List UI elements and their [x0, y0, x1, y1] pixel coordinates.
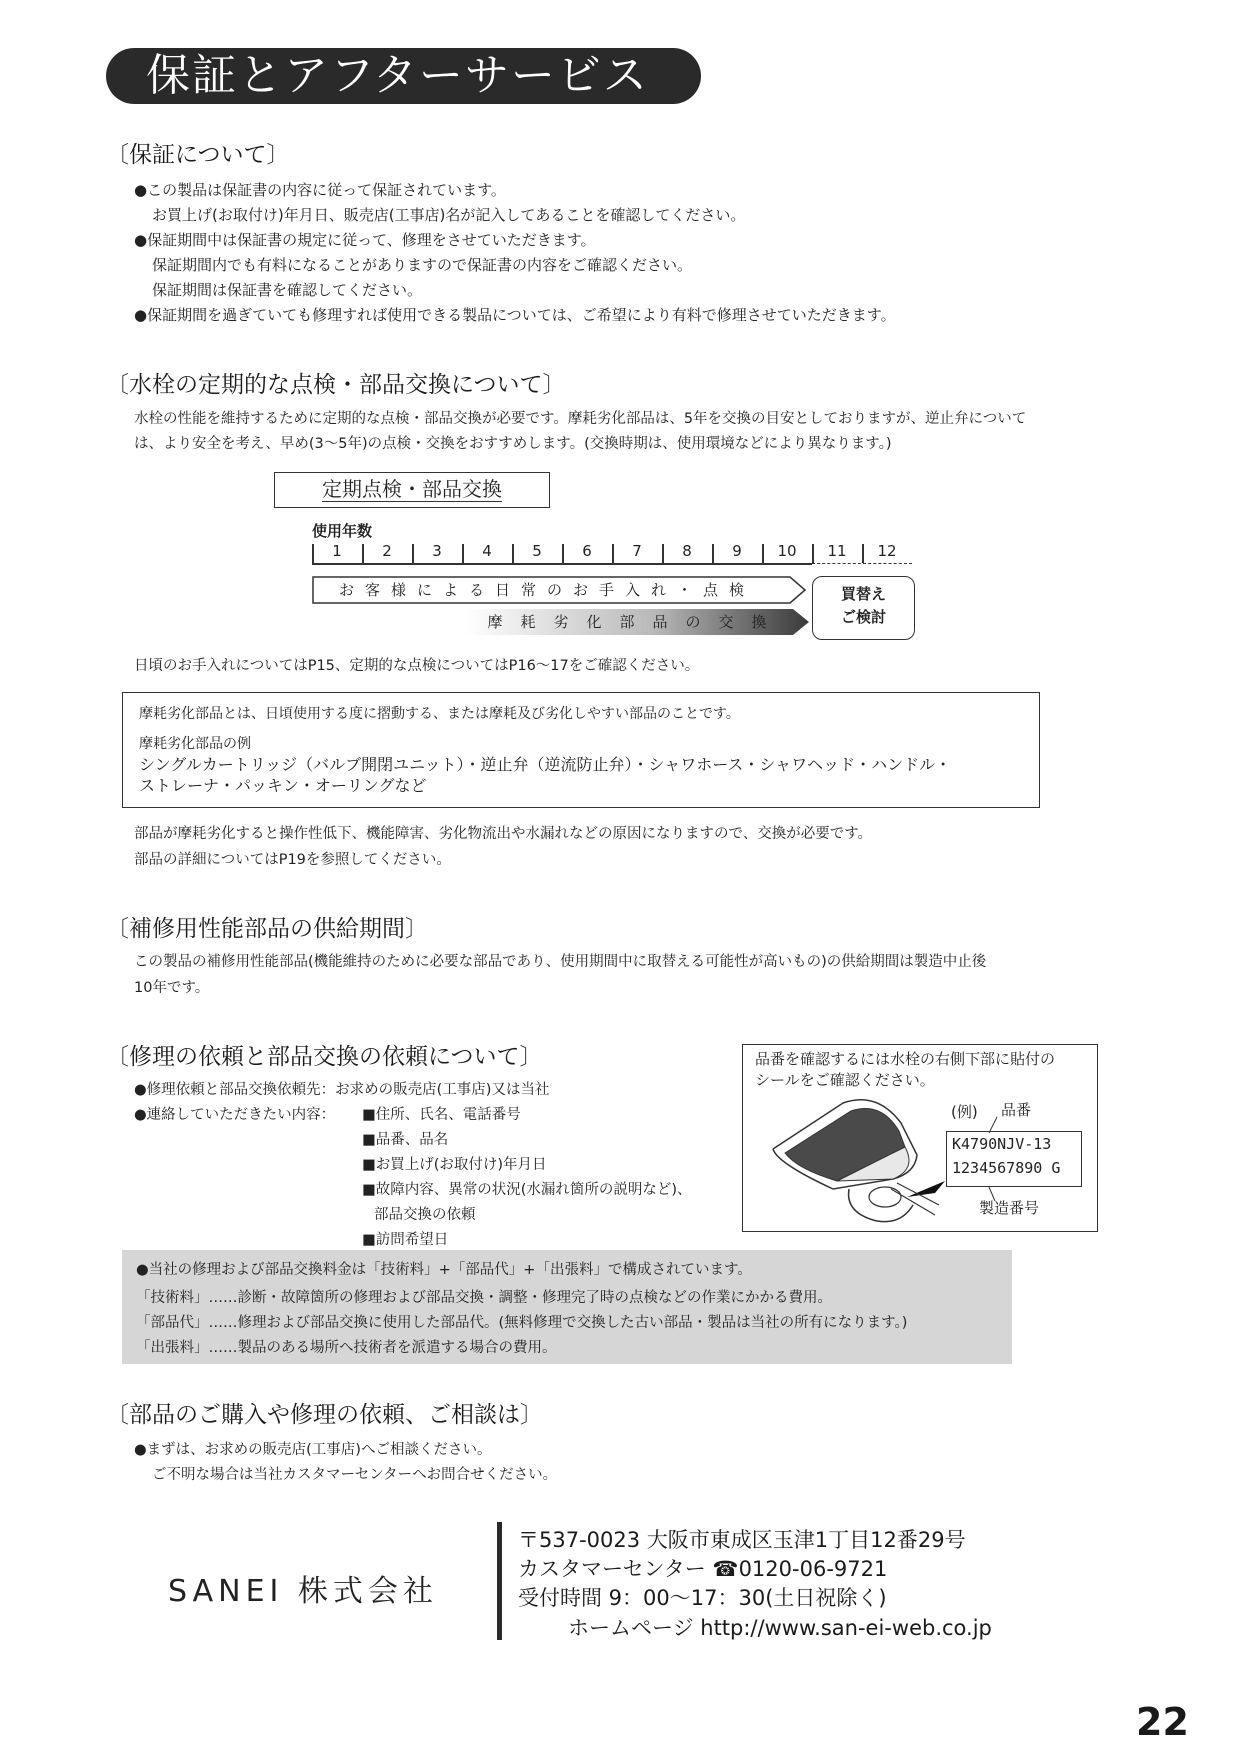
repair-item: ■訪問希望日: [362, 1232, 449, 1248]
warranty-line: ●保証期間を過ぎていても修理すれば使用できる製品については、ご希望により有料で修理させていただきます。: [134, 306, 896, 324]
label-box-line: 品番を確認するには水栓の右側下部に貼付の: [755, 1050, 1056, 1068]
wear-definition: 摩耗劣化部品とは、日頃使用する度に摺動する、または摩耗及び劣化しやすい部品のことです。: [139, 706, 740, 722]
fee-line: ●当社の修理および部品交換料金は「技術料」+「部品代」+「出張料」で構成されています。: [136, 1262, 752, 1278]
repair-item: ■お買上げ(お取付け)年月日: [362, 1157, 547, 1173]
serial-label: 製造番号: [979, 1199, 1040, 1217]
fee-box: [122, 1250, 1012, 1364]
years-scale: [312, 542, 912, 566]
repair-item: ■住所、氏名、電話番号: [362, 1107, 521, 1123]
purchase-heading: 〔部品のご購入や修理の依頼、ご相談は〕: [106, 1402, 543, 1428]
year-label: 4: [482, 542, 492, 560]
year-scale-line: [312, 563, 812, 565]
wear-definition-box: [122, 692, 1040, 808]
year-label: 10: [777, 542, 797, 560]
year-label: 11: [827, 542, 847, 560]
supply-line: この製品の補修用性能部品(機能維持のために必要な部品であり、使用期間中に取替える可能性が高いもの)の供給期間は製造中止後: [134, 954, 987, 970]
year-label: 2: [382, 542, 392, 560]
customer-center: カスタマーセンター ☎0120-06-9721: [518, 1557, 888, 1581]
repair-item: ■故障内容、異常の状況(水漏れ箇所の説明など)、: [362, 1182, 692, 1198]
label-example: (例): [951, 1103, 978, 1121]
serial-no: 1234567890 G: [952, 1159, 1061, 1177]
fee-line: 「部品代」……修理および部品交換に使用した部品代。(無料修理で交換した古い部品・製品は当社の所有になります。): [136, 1315, 908, 1331]
warranty-line: ●保証期間中は保証書の規定に従って、修理をさせていただきます。: [134, 231, 596, 249]
wear-example-line: ストレーナ・パッキン・オーリングなど: [139, 776, 427, 795]
repair-item: ■品番、品名: [362, 1132, 449, 1148]
inspection-intro-line: 水栓の性能を維持するために定期的な点検・部品交換が必要です。摩耗劣化部品は、5年を交換の目安としておりますが、逆止弁について: [134, 411, 1027, 427]
years-label: 使用年数: [312, 522, 373, 540]
warranty-line: お買上げ(お取付け)年月日、販売店(工事店)名が記入してあることを確認してください。: [152, 206, 746, 224]
company-address: 〒537-0023 大阪市東成区玉津1丁目12番29号: [518, 1528, 966, 1552]
business-hours: 受付時間 9：00〜17：30(土日祝除く): [518, 1586, 887, 1610]
warranty-line: ●この製品は保証書の内容に従って保証されています。: [134, 181, 506, 199]
page-number: 22: [1136, 1700, 1189, 1744]
part-no-label: 品番: [1001, 1101, 1032, 1119]
inspection-note: 日頃のお手入れについてはP15、定期的な点検についてはP16〜17をご確認ください。: [134, 658, 700, 674]
faucet-illustration: [767, 1093, 1097, 1229]
fee-line: 「技術料」……診断・故障箇所の修理および部品交換・調整・修理完了時の点検などの作業にかかる費用。: [136, 1290, 832, 1306]
repair-heading: 〔修理の依頼と部品交換の依頼について〕: [106, 1044, 543, 1070]
year-label: 1: [332, 542, 342, 560]
label-box-line: シールをご確認ください。: [755, 1071, 935, 1089]
repair-request-to: ●修理依頼と部品交換依頼先：お求めの販売店(工事店)又は当社: [134, 1082, 550, 1098]
supply-heading: 〔補修用性能部品の供給期間〕: [106, 916, 428, 942]
company-name: SANEI 株式会社: [168, 1574, 438, 1609]
inspection-after-line: 部品の詳細についてはP19を参照してください。: [134, 852, 451, 868]
homepage-link[interactable]: ホームページ http://www.san-ei-web.co.jp: [568, 1616, 992, 1640]
fee-line: 「出張料」……製品のある場所へ技術者を派遣する場合の費用。: [136, 1340, 557, 1356]
year-label: 7: [632, 542, 642, 560]
inspection-after-line: 部品が摩耗劣化すると操作性低下、機能障害、劣化物流出や水漏れなどの原因になりますので、交換が必要です。: [134, 826, 873, 842]
supply-line: 10年です。: [134, 980, 210, 996]
purchase-line: ●まずは、お求めの販売店(工事店)へご相談ください。: [134, 1442, 492, 1458]
inspection-intro-line: は、より安全を考え、早め(3〜5年)の点検・交換をおすすめします。(交換時期は、使用環境などにより異なります。): [134, 436, 892, 452]
purchase-line: ご不明な場合は当社カスタマーセンターへお問合せください。: [152, 1467, 558, 1483]
page-title: 保証とアフターサービス: [106, 48, 701, 104]
footer-divider: [497, 1522, 502, 1640]
year-label: 9: [732, 542, 742, 560]
schedule-title: 定期点検・部品交換: [274, 472, 550, 508]
year-label: 5: [532, 542, 542, 560]
wear-label: 摩耗劣化部品の交換: [487, 613, 785, 631]
wear-example-label: 摩耗劣化部品の例: [139, 736, 251, 752]
replace-label-line: 買替え: [840, 585, 886, 603]
year-label: 3: [432, 542, 442, 560]
part-no: K4790NJV-13: [952, 1135, 1052, 1153]
inspection-heading: 〔水栓の定期的な点検・部品交換について〕: [106, 372, 566, 398]
year-label: 6: [582, 542, 592, 560]
warranty-heading: 〔保証について〕: [106, 142, 290, 168]
replace-box: [812, 576, 915, 640]
year-scale-dashed: [812, 563, 912, 564]
replace-label-line: ご検討: [840, 608, 886, 626]
warranty-line: 保証期間は保証書を確認してください。: [152, 281, 423, 299]
repair-item: 部品交換の依頼: [374, 1207, 476, 1223]
year-label: 8: [682, 542, 692, 560]
part-label-box: [742, 1044, 1098, 1232]
care-label: お客様による日常のお手入れ・点検: [338, 581, 755, 599]
repair-contact-label: ●連絡していただきたい内容：: [134, 1107, 336, 1123]
wear-example-line: シングルカートリッジ（バルブ開閉ユニット）・逆止弁（逆流防止弁）・シャワホース・シャワヘッド・ハンドル・: [139, 755, 952, 774]
warranty-line: 保証期間内でも有料になることがありますので保証書の内容をご確認ください。: [152, 256, 693, 274]
year-label: 12: [877, 542, 897, 560]
